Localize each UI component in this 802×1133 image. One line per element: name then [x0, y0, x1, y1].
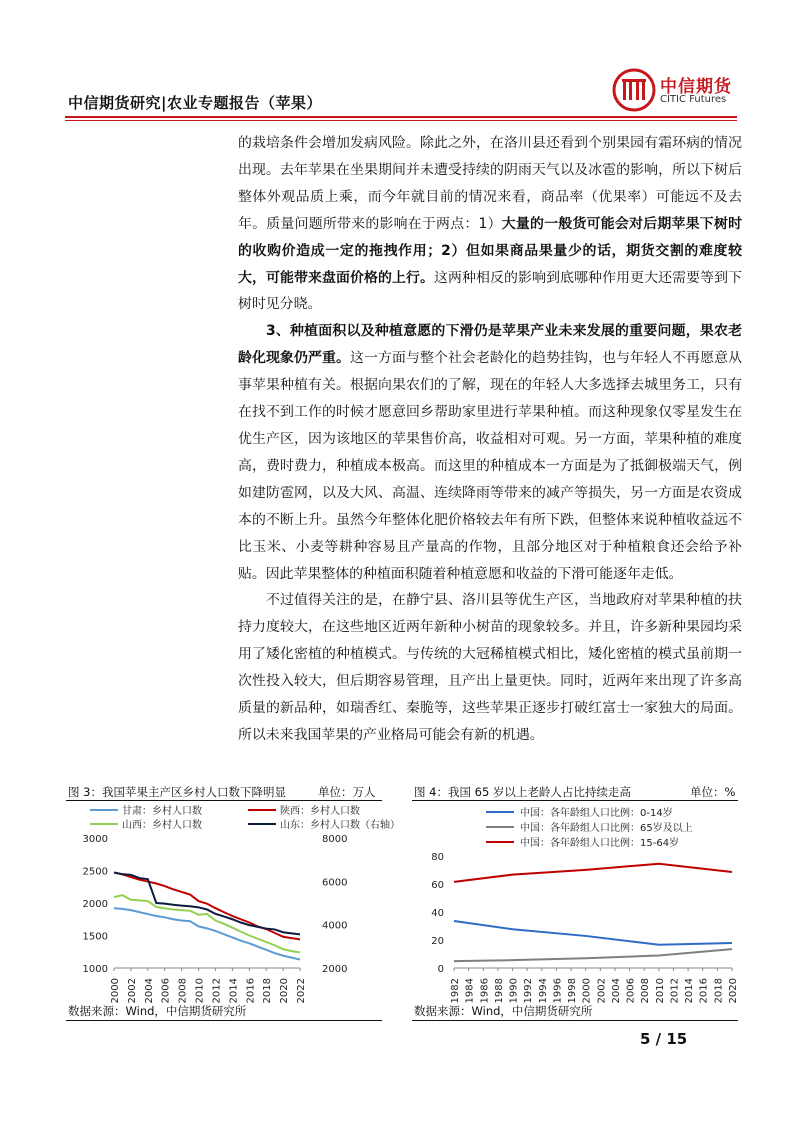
x-tick-label: 2002 [596, 978, 608, 1004]
x-tick-label: 2014 [684, 978, 696, 1004]
x-tick-label: 2012 [211, 978, 223, 1004]
x-tick-label: 1998 [567, 978, 579, 1004]
series-line [454, 864, 732, 882]
y-tick-label: 2500 [82, 866, 108, 878]
legend-label: 中国：各年龄组人口比例：0-14岁 [520, 808, 673, 819]
paragraph-quality: 的栽培条件会增加发病风险。除此之外，在洛川县还看到个别果园有霜环病的情况出现。去年苹果在坐果期间并未遭受持续的阴雨天气以及冰雹的影响，所以下树后整体外观品质上乘，而今年就目前的情况来看，商品率（优果率）可能远不及去年。质量问题所带来的影响在于两点：1）大量的一般货可能会对后期苹果下树时的收购价造成一定的拖拽作用；2）但如果商品果量少的话，期货交割的难度较大，可能带来盘面价格的上行。这两种相反的影响到底哪种作用更大还需要等到下树时见分晓。 [238, 135, 742, 313]
series-line [454, 949, 732, 961]
x-tick-label: 1996 [552, 978, 564, 1004]
figure4-caption-rule [412, 800, 738, 801]
y-tick-label: 1000 [82, 964, 108, 975]
page-number: 5 / 15 [640, 1030, 688, 1048]
figure4-chart [414, 802, 740, 1004]
figure4-unit: 单位：% [690, 785, 736, 799]
y2-tick-label: 6000 [322, 877, 348, 889]
legend-label: 中国：各年龄组人口比例：65岁及以上 [520, 823, 693, 834]
y-tick-label: 1500 [82, 931, 108, 943]
x-tick-label: 2004 [143, 978, 155, 1004]
figure3-chart [68, 802, 400, 1004]
header-rule-thin [65, 120, 737, 121]
x-tick-label: 2016 [245, 978, 257, 1004]
x-tick-label: 1986 [479, 978, 491, 1004]
x-tick-label: 1990 [508, 978, 520, 1004]
logo-english-name: CITIC Futures [660, 94, 727, 105]
logo-chinese-name: 中信期货 [660, 77, 732, 97]
x-tick-label: 2018 [262, 978, 274, 1004]
legend-label: 山东：乡村人口数（右轴） [280, 820, 400, 831]
y-tick-label: 40 [431, 908, 444, 919]
x-tick-label: 2022 [296, 978, 307, 1004]
series-line [454, 921, 732, 945]
figure3-source-rule [66, 1020, 382, 1021]
figure3-unit: 单位：万人 [318, 785, 376, 799]
x-tick-label: 2002 [126, 978, 138, 1004]
legend-label: 山西：乡村人口数 [122, 820, 202, 831]
x-tick-label: 2010 [194, 978, 206, 1004]
x-tick-label: 2000 [581, 978, 593, 1004]
citic-logo-icon [612, 68, 656, 112]
legend-label: 中国：各年龄组人口比例：15-64岁 [520, 838, 680, 849]
figure4-source-rule [412, 1020, 738, 1021]
x-tick-label: 2016 [698, 978, 710, 1004]
figure4-source: 数据来源：Wind，中信期货研究所 [414, 1004, 593, 1018]
x-tick-label: 2020 [728, 978, 739, 1004]
y-tick-label: 2000 [82, 899, 108, 910]
y2-tick-label: 2000 [322, 964, 348, 975]
x-tick-label: 2006 [625, 978, 637, 1004]
x-tick-label: 2012 [669, 978, 681, 1004]
figure4-caption: 图 4：我国 65 岁以上老龄人占比持续走高 [414, 785, 631, 799]
x-tick-label: 1992 [523, 978, 535, 1004]
y-tick-label: 80 [431, 852, 444, 863]
y-tick-label: 3000 [82, 834, 108, 845]
x-tick-label: 2020 [279, 978, 291, 1004]
figure3-caption-rule [66, 800, 382, 801]
citic-futures-logo [612, 68, 740, 114]
x-tick-label: 2008 [177, 978, 189, 1004]
x-tick-label: 1982 [450, 978, 461, 1004]
x-tick-label: 1994 [537, 978, 549, 1004]
x-tick-label: 2006 [160, 978, 172, 1004]
x-tick-label: 2014 [228, 978, 240, 1004]
report-body [238, 130, 742, 749]
y-tick-label: 0 [437, 964, 444, 975]
x-tick-label: 1988 [493, 978, 505, 1004]
x-tick-label: 2000 [110, 978, 121, 1004]
x-tick-label: 2004 [610, 978, 622, 1004]
y2-tick-label: 4000 [322, 920, 348, 932]
y2-tick-label: 8000 [322, 834, 348, 845]
report-header-title: 中信期货研究|农业专题报告（苹果） [68, 94, 322, 112]
header-rule [65, 116, 737, 118]
figure3-source: 数据来源：Wind，中信期货研究所 [68, 1004, 247, 1018]
x-tick-label: 2018 [713, 978, 725, 1004]
paragraph-opportunity: 不过值得关注的是，在静宁县、洛川县等优生产区，当地政府对苹果种植的扶持力度较大，在这些地区近两年新种小树苗的现象较多。并且，许多新种果园均采用了矮化密植的种植模式。与传统的大冠稀植模式相比，矮化密植的模式虽前期一次性投入较大，但后期容易管理，且产出上量更快。同时，近两年来出现了许多高质量的新品种，如瑞香红、秦脆等，这些苹果正逐步打破红富士一家独大的局面。所以未来我国苹果的产业格局可能会有新的机遇。 [238, 592, 742, 743]
legend-label: 甘肃：乡村人口数 [122, 806, 202, 817]
y-tick-label: 20 [431, 936, 444, 947]
x-tick-label: 2010 [654, 978, 666, 1004]
paragraph-planting-area: 3、种植面积以及种植意愿的下滑仍是苹果产业未来发展的重要问题，果农老龄化现象仍严重。这一方面与整个社会老龄化的趋势挂钩，也与年轻人不再愿意从事苹果种植有关。根据向果农们的了解，现在的年轻人大多选择去城里务工，只有在找不到工作的时候才愿意回乡帮助家里进行苹果种植。而这种现象仅零星发生在优生产区，因为该地区的苹果售价高，收益相对可观。另一方面，苹果种植的难度高，费时费力，种植成本极高。而这里的种植成本一方面是为了抵御极端天气，例如建防雹网，以及大风、高温、连续降雨等带来的减产等损失，另一方面是农资成本的不断上升。虽然今年整体化肥价格较去年有所下跌，但整体来说种植收益远不比玉米、小麦等耕种容易且产量高的作物，且部分地区对于种植粮食还会给予补贴。因此苹果整体的种植面积随着种植意愿和收益的下滑可能逐年走低。 [238, 323, 742, 582]
figure3-caption: 图 3：我国苹果主产区乡村人口数下降明显 [68, 785, 286, 799]
x-tick-label: 2008 [640, 978, 652, 1004]
legend-label: 陕西：乡村人口数 [280, 806, 360, 817]
y-tick-label: 60 [431, 880, 444, 891]
series-line [114, 908, 300, 959]
x-tick-label: 1984 [464, 978, 476, 1004]
